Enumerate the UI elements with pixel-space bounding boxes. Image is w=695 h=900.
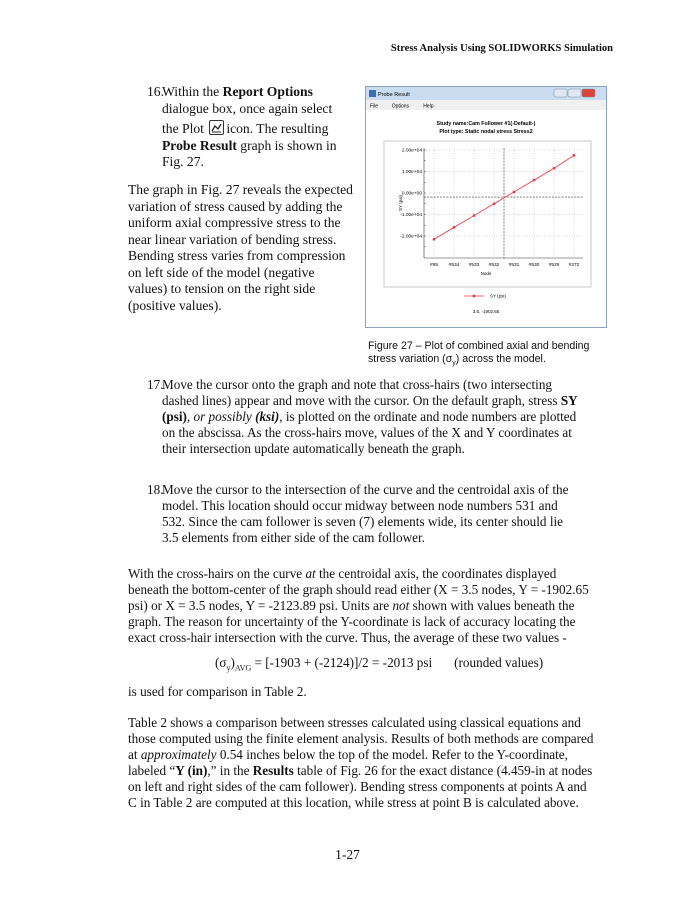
app-icon (369, 90, 376, 97)
coordinate-readout: 3.5, -1902.65 (472, 309, 500, 314)
text-line: on left side of the model (negative (128, 264, 315, 280)
minimize-button[interactable] (554, 89, 567, 97)
data-point (573, 154, 575, 156)
x-tick-label: #534 (448, 263, 460, 268)
x-tick-label: #531 (508, 263, 520, 268)
data-point (513, 191, 515, 193)
menu-file[interactable]: File (370, 103, 379, 110)
step-17: 17. Move the cursor onto the graph and note that cross-hairs (two intersecting dashed lines) appear and move with the cursor. On the default graph, stress SY (psi), or possibly (ksi), is plotted on the ordinate and node numbers are plotted on the abscissa. As the cross-hairs move, values of the X and Y coordinates at their intersection update automatically beneath the graph. (147, 377, 578, 456)
step-16: 16. Within the Report Options dialogue box, once again select the Plot icon. The resulting Probe Result graph is shown in Fig. 27. (147, 84, 337, 169)
window-title: Probe Result (378, 92, 410, 98)
maximize-button[interactable] (568, 89, 581, 97)
text-line: (positive values). (128, 297, 222, 313)
text-line: variation of stress caused by adding the (128, 198, 343, 214)
y-tick-label: -2.00e+04 (400, 234, 422, 240)
y-tick-label: 2.00e+04 (401, 148, 422, 154)
text-line: Bending stress varies from compression (128, 248, 346, 263)
x-tick-label: #529 (548, 263, 560, 268)
y-axis-label: SY (psi) (398, 195, 403, 211)
y-tick-label: 1.00e+04 (401, 170, 422, 176)
step-18: 18. Move the cursor to the intersection of the curve and the centroidal axis of the model. This location should occur midway between node numbers 531 and 532. Since the cam follower is seven (7) elements wide, its center should lie 3.5 elements from either side of the cam follower. (147, 482, 569, 545)
page-number: 1-27 (335, 847, 360, 862)
y-tick-label: -1.00e+04 (400, 213, 422, 219)
menu-options[interactable]: Options (391, 103, 410, 110)
data-point (473, 214, 475, 216)
text-line: The graph in Fig. 27 reveals the expected (128, 182, 353, 197)
data-point (453, 226, 455, 228)
data-point (493, 203, 495, 205)
x-tick-label: #530 (528, 263, 540, 268)
data-point (533, 179, 535, 181)
x-tick-label: #532 (488, 263, 500, 268)
x-tick-label: #95 (429, 263, 439, 268)
menu-help[interactable]: Help (423, 103, 434, 110)
figure-caption: Figure 27 – Plot of combined axial and bending stress variation $(\sigma_y)$ across the model. (368, 340, 590, 368)
probe-result-window (365, 86, 607, 328)
text-line: near linear variation of bending stress. (128, 231, 337, 247)
average-formula: $(\sigma_y)_{AVG} = [-1903 + (-2124)]/2 = -2013$ psi (rounded values) (215, 655, 544, 673)
y-tick-label: 0.00e+00 (401, 191, 422, 197)
crosshair-paragraph: With the cross-hairs on the curve at the centroidal axis, the coordinates displayed beneath the bottom-center of the graph should read either (X = 3.5 nodes, Y = -1902.65 psi) or X = 3.5 nodes, Y = -2123.89 psi. Units are not shown with values beneath the graph. The reason for uncertainty of the Y-coordinate is lack of accuracy locating the exact cross-hair intersection with the curve. Thus, the average of these two values - (128, 566, 589, 645)
table2-paragraph: Table 2 shows a comparison between stresses calculated using classical equations and those computed using the finite element analysis. Results of both methods are compared at approximately 0.54 inches below the top of the model. Refer to the Y-coordinate, labeled “Y (in),” in the Results table of Fig. 26 for the exact distance (4.459-in at nodes on left and right sides of the cam follower). Bending stress components at points A and C in Table 2 are computed at this location, while stress at point B is calculated above. (128, 715, 594, 810)
legend-label: SY (psi) (490, 293, 506, 299)
x-tick-label: #272 (568, 263, 580, 268)
plot-type: Plot type: Static nodal stress Stress2 (439, 129, 533, 135)
x-tick-label: #533 (468, 263, 480, 268)
data-point (433, 238, 435, 240)
plot-icon (209, 120, 224, 135)
close-button[interactable] (582, 89, 595, 97)
study-name: Study name:Cam Follower #1(-Default-) (436, 121, 536, 127)
running-header: Stress Analysis Using SOLIDWORKS Simulation (390, 43, 613, 54)
text-line: uniform axial compressive stress to the (128, 215, 341, 230)
x-axis-label: Node (480, 271, 492, 276)
intro-paragraph (128, 182, 368, 314)
comparison-note: is used for comparison in Table 2. (128, 684, 307, 699)
text-line: values) to tension on the right side (128, 281, 316, 296)
data-point (553, 167, 555, 169)
